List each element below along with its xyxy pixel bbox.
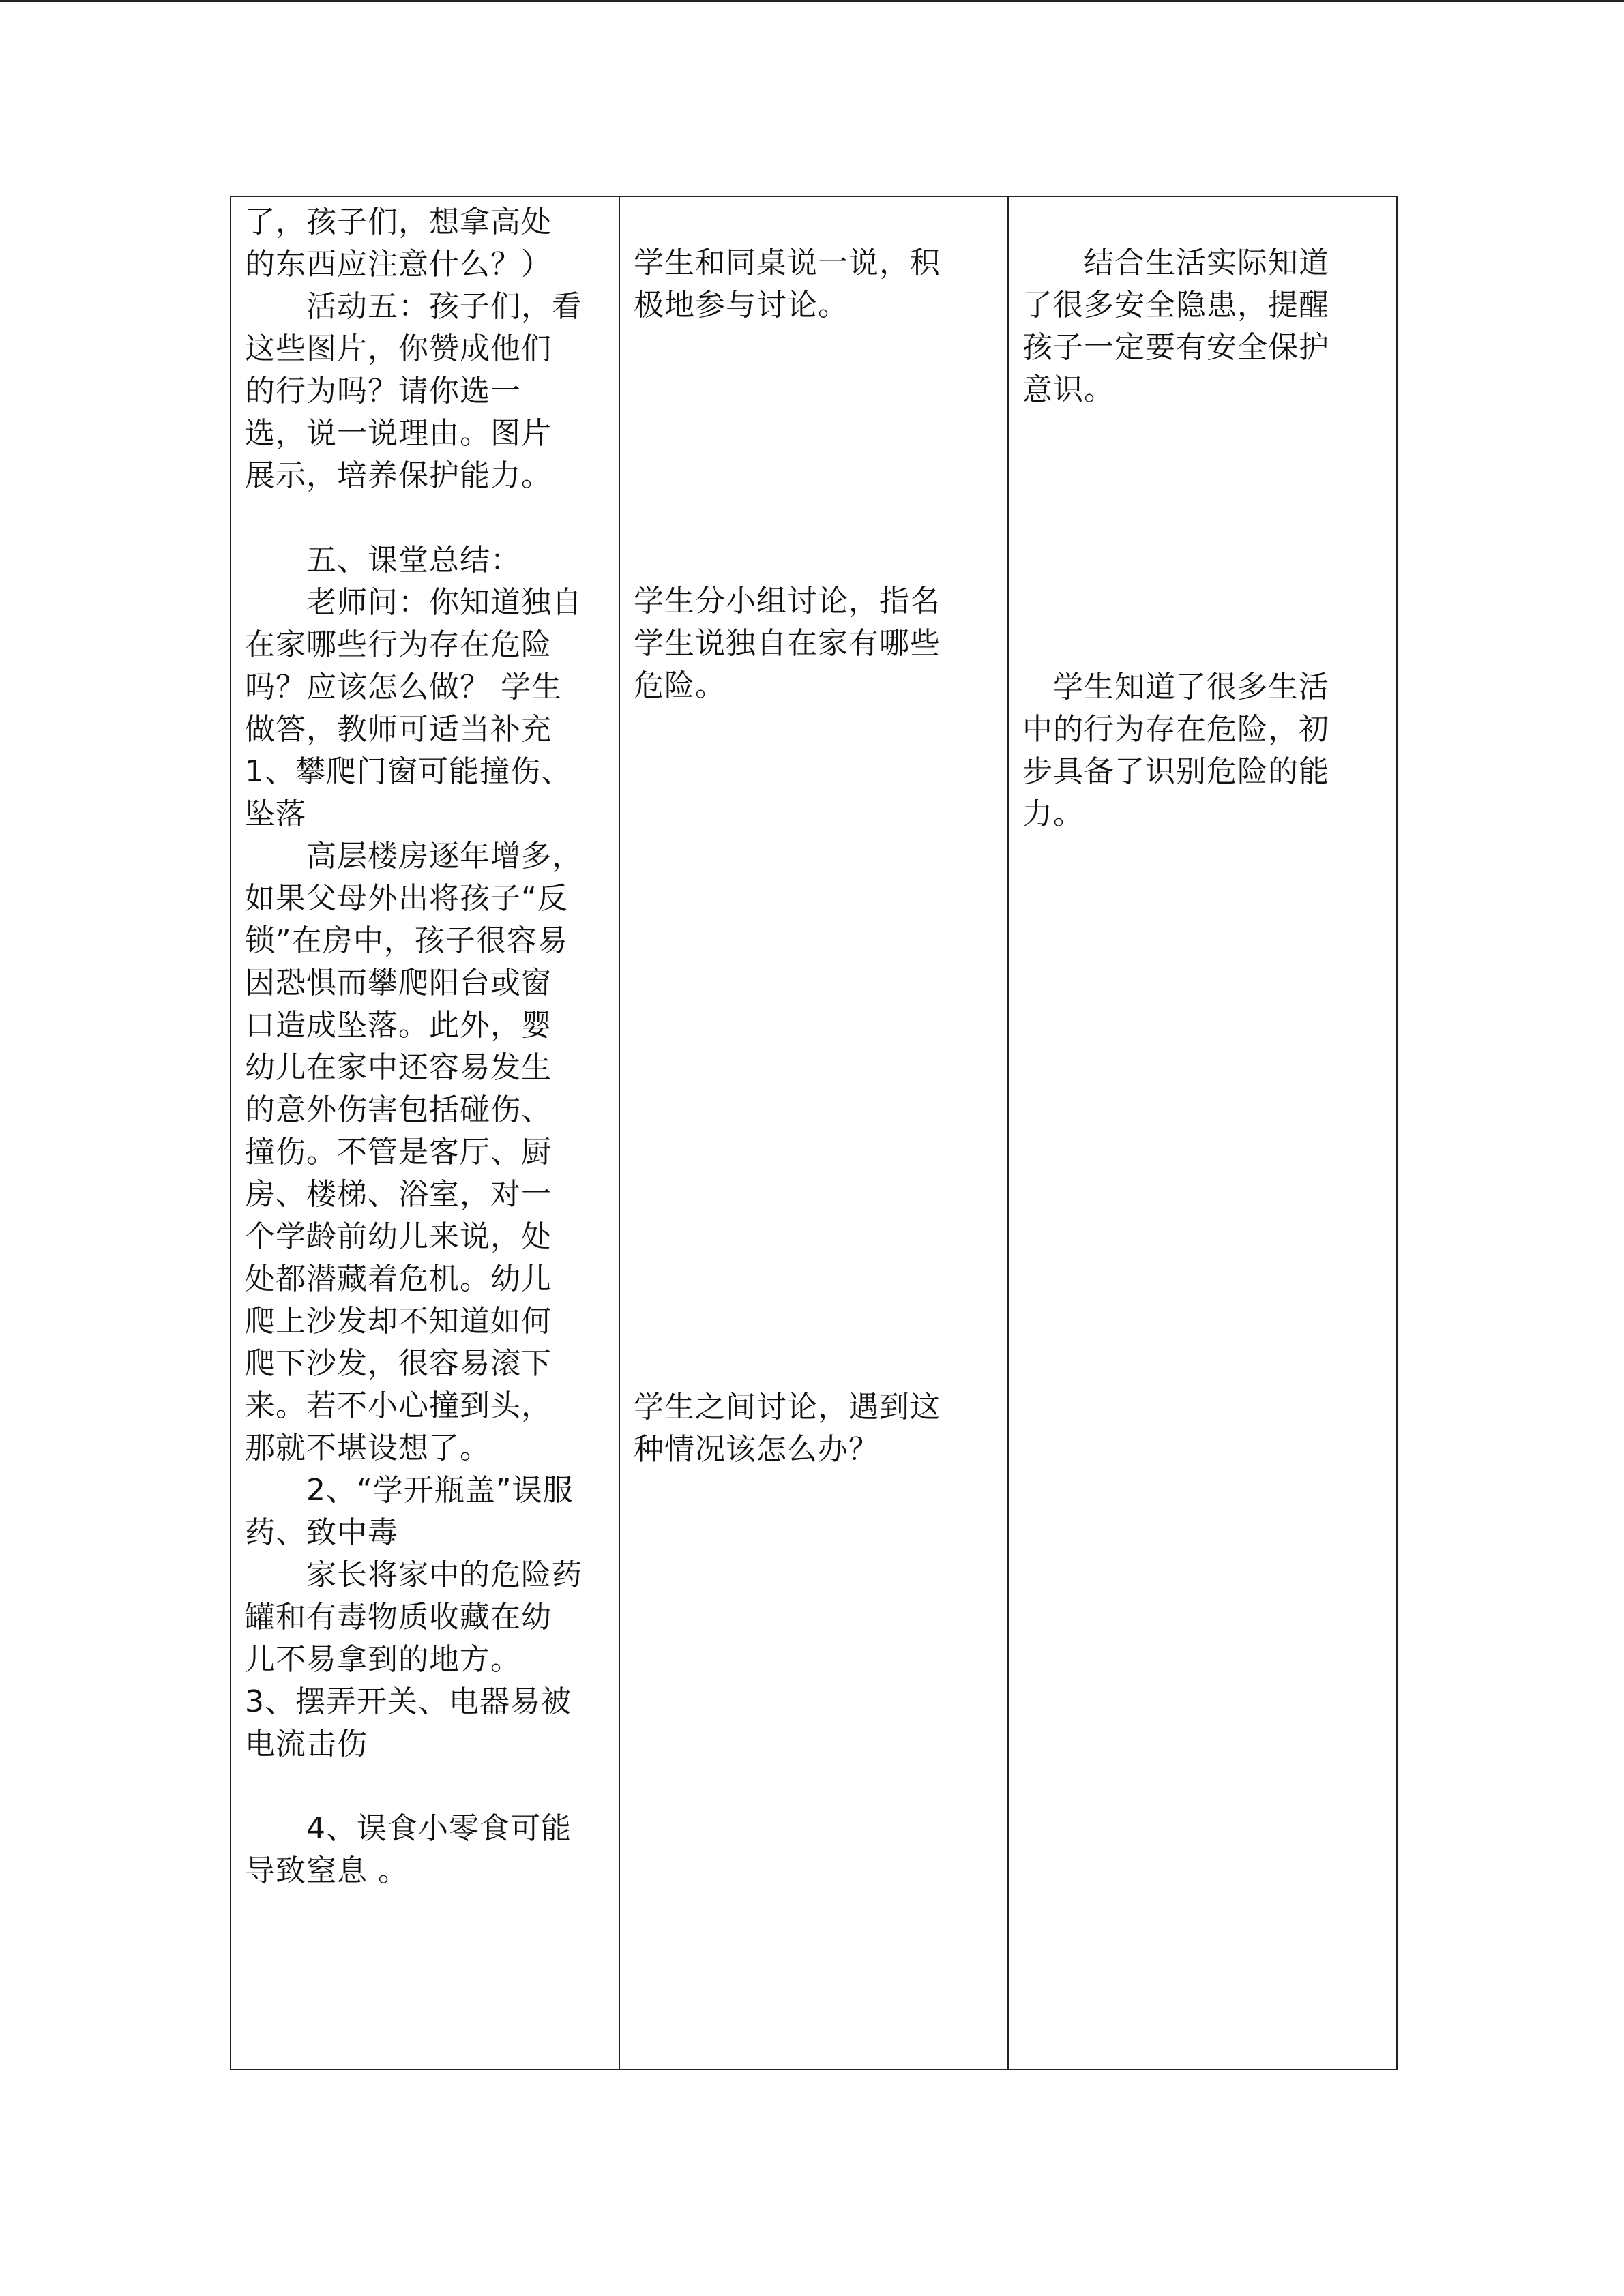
text-line: 坠落 (245, 796, 306, 831)
text-line: 口造成坠落。此外，婴 (245, 1008, 552, 1043)
text-line: 学生分小组讨论，指名 (634, 584, 941, 618)
text-line: 了，孩子们，想拿高处 (245, 205, 552, 239)
text-line: 学生知道了很多生活 (1022, 670, 1329, 704)
text-line: 的意外伤害包括碰伤、 (245, 1092, 552, 1127)
text-line: 的行为吗？请你选一 (245, 374, 521, 408)
text-line: 活动五：孩子们，看 (245, 289, 582, 324)
text-line: 展示，培养保护能力。 (245, 458, 552, 493)
text-line: 学生说独自在家有哪些 (634, 626, 941, 661)
text-line: 来。若不小心撞到头， (245, 1388, 552, 1423)
text-line: 个学龄前幼儿来说，处 (245, 1219, 552, 1254)
text-line: 结合生活实际知道 (1022, 245, 1329, 280)
student-activity-cell (619, 196, 1008, 2070)
text-line: 吗？应该怎么做？ 学生 (245, 670, 562, 704)
text-line: 极地参与讨论。 (634, 288, 848, 323)
text-line: 撞伤。不管是客厅、厨 (245, 1135, 552, 1169)
text-line: 孩子一定要有安全保护 (1022, 330, 1329, 365)
text-line: 的东西应注意什么？） (245, 247, 552, 282)
text-line: 高层楼房逐年增多， (245, 839, 582, 874)
text-line: 选，说一说理由。图片 (245, 416, 552, 451)
text-line: 学生之间讨论，遇到这 (634, 1390, 941, 1425)
text-line: 锁”在房中，孩子很容易 (245, 923, 568, 958)
text-line: 意识。 (1022, 372, 1114, 407)
text-line: 这些图片，你赞成他们 (245, 331, 552, 366)
text-line: 危险。 (634, 668, 726, 703)
text-line: 种情况该怎么办？ (634, 1432, 879, 1467)
lesson-plan-table (230, 196, 1398, 2070)
text-line: 如果父母外出将孩子“反 (245, 881, 568, 916)
text-line: 药、致中毒 (245, 1515, 398, 1550)
teacher-activity-cell (231, 196, 619, 2070)
teacher-activity-text (231, 197, 619, 2069)
table-row (231, 196, 1397, 2070)
text-line: 因恐惧而攀爬阳台或窗 (245, 966, 552, 1000)
text-line: 家长将家中的危险药 (245, 1557, 582, 1592)
text-line: 在家哪些行为存在危险 (245, 627, 552, 662)
text-line: 步具备了识别危险的能 (1022, 754, 1329, 789)
text-line: 儿不易拿到的地方。 (245, 1642, 521, 1677)
text-line: 爬下沙发，很容易滚下 (245, 1346, 552, 1381)
design-intent-text (1009, 197, 1396, 2069)
text-line: 了很多安全隐患，提醒 (1022, 288, 1329, 323)
text-line: 学生和同桌说一说，积 (634, 245, 941, 280)
text-line: 1、攀爬门窗可能撞伤、 (245, 754, 572, 789)
text-line: 房、楼梯、浴室，对一 (245, 1177, 552, 1212)
page-top-border (0, 0, 1624, 2)
text-line: 那就不堪设想了。 (245, 1431, 490, 1465)
text-line: 电流击伤 (245, 1727, 368, 1761)
text-line: 幼儿在家中还容易发生 (245, 1050, 552, 1085)
text-line: 2、“学开瓶盖”误服 (245, 1473, 574, 1508)
text-line: 处都潜藏着危机。幼儿 (245, 1262, 552, 1296)
text-line: 爬上沙发却不知道如何 (245, 1304, 552, 1339)
text-line: 中的行为存在危险，初 (1022, 712, 1329, 747)
text-line: 力。 (1022, 796, 1084, 831)
text-line: 导致窒息 。 (245, 1853, 409, 1888)
text-line: 4、误食小零食可能 (245, 1811, 572, 1846)
text-line: 3、摆弄开关、电器易被 (245, 1684, 572, 1719)
student-activity-text (620, 197, 1007, 2069)
text-line: 罐和有毒物质收藏在幼 (245, 1600, 552, 1635)
text-line: 做答，教师可适当补充 (245, 712, 552, 747)
text-line: 老师问：你知道独自 (245, 585, 582, 620)
text-line: 五、课堂总结： (245, 543, 521, 578)
design-intent-cell (1008, 196, 1397, 2070)
